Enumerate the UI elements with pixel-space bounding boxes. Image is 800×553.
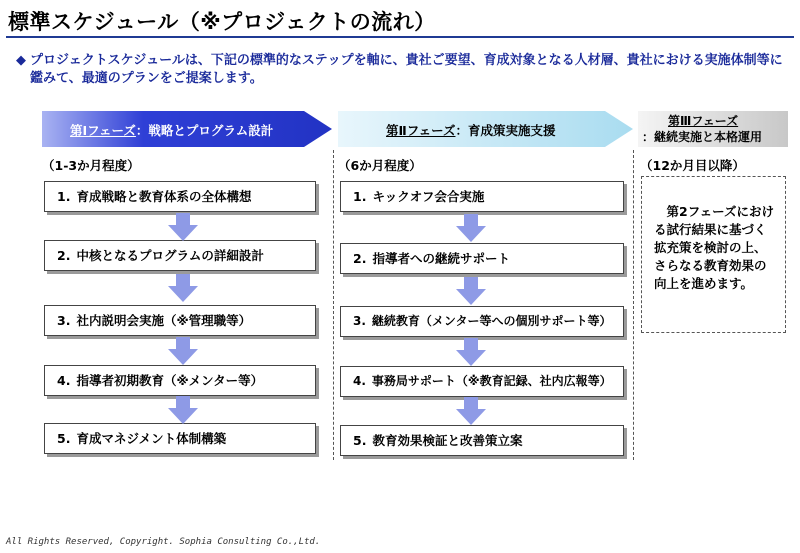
phase1-period: （1-3か月程度） <box>42 158 140 173</box>
title-divider <box>6 36 794 38</box>
phase1-title <box>70 121 273 139</box>
page-title: 標準スケジュール（※プロジェクトの流れ） <box>8 10 436 34</box>
step-number: 2. <box>353 251 367 266</box>
phase3-header <box>638 111 788 147</box>
phase2-step-4 <box>340 366 624 397</box>
phase1-step-2 <box>44 240 316 271</box>
diamond-bullet-icon: ◆ <box>16 53 26 68</box>
down-arrow-icon <box>168 396 198 424</box>
phase3-period: （12か月目以降） <box>640 158 745 173</box>
phase-separator <box>633 150 634 460</box>
step-label: 継続教育（メンター等への個別サポート等） <box>371 314 612 328</box>
intro-paragraph <box>16 52 790 88</box>
down-arrow-icon <box>456 397 486 425</box>
phase2-step-5 <box>340 425 624 456</box>
step-label: 指導者初期教育（※メンター等） <box>76 373 264 388</box>
intro-text: プロジェクトスケジュールは、下記の標準的なステップを軸に、貴社ご要望、育成対象となる人材層、貴社における実施体制等に鑑みて、最適のプランをご提案します。 <box>30 53 783 86</box>
phase2-header <box>338 111 633 147</box>
step-number: 3. <box>353 314 366 328</box>
phase-separator <box>333 150 334 460</box>
step-label: 社内説明会実施（※管理職等） <box>76 313 252 328</box>
step-number: 2. <box>57 248 71 263</box>
step-label: 事務局サポート（※教育記録、社内広報等） <box>371 374 612 388</box>
step-number: 4. <box>353 374 366 388</box>
down-arrow-icon <box>456 214 486 242</box>
step-label: 指導者への継続サポート <box>372 251 510 266</box>
phase3-desc: ：継続実施と本格運用 <box>642 130 763 144</box>
phase3-title <box>668 113 738 129</box>
step-number: 4. <box>57 373 71 388</box>
phase1-step-5 <box>44 423 316 454</box>
phase3-description-box: 第2フェーズにおける試行結果に基づく拡充策を検討の上、さらなる教育効果の向上を進めます。 <box>641 176 786 333</box>
phase1-header <box>42 111 332 147</box>
copyright-footer: All Rights Reserved, Copyright. Sophia Consulting Co.,Ltd. <box>6 537 321 547</box>
step-label: 育成マネジメント体制構築 <box>76 431 227 446</box>
phase2-step-3 <box>340 306 624 337</box>
phase1-step-4 <box>44 365 316 396</box>
phase1-name: 第Ⅰフェーズ <box>70 123 136 138</box>
step-label: 育成戦略と教育体系の全体構想 <box>76 189 252 204</box>
down-arrow-icon <box>168 213 198 241</box>
phase2-period: （6か月程度） <box>338 158 422 173</box>
phase1-desc: ：戦略とプログラム設計 <box>135 123 274 138</box>
step-number: 1. <box>57 189 71 204</box>
phase2-name: 第Ⅱフェーズ <box>386 123 456 138</box>
step-number: 3. <box>57 313 71 328</box>
step-number: 5. <box>353 433 367 448</box>
phase1-step-3 <box>44 305 316 336</box>
phase2-step-1 <box>340 181 624 212</box>
step-label: 中核となるプログラムの詳細設計 <box>76 248 264 263</box>
phase2-desc: ：育成策実施支援 <box>455 123 556 138</box>
step-number: 5. <box>57 431 71 446</box>
down-arrow-icon <box>456 277 486 305</box>
phase2-title <box>386 121 556 139</box>
step-number: 1. <box>353 189 367 204</box>
step-label: 教育効果検証と改善策立案 <box>372 433 523 448</box>
phase3-name: 第Ⅲフェーズ <box>668 114 739 128</box>
down-arrow-icon <box>456 338 486 366</box>
down-arrow-icon <box>168 274 198 302</box>
down-arrow-icon <box>168 337 198 365</box>
phase2-step-2 <box>340 243 624 274</box>
step-label: キックオフ会合実施 <box>372 189 485 204</box>
phase1-step-1 <box>44 181 316 212</box>
